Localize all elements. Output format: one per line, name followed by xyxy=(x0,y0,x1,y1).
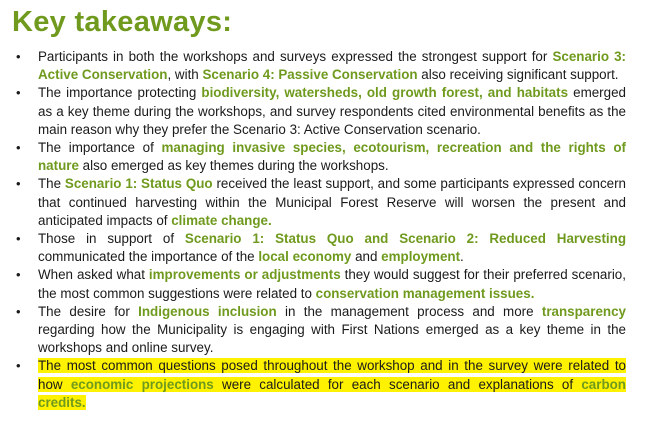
body-text: . xyxy=(460,249,464,265)
body-text: The importance of xyxy=(38,140,162,156)
key-phrase: Scenario 4: Passive Conservation xyxy=(202,67,418,83)
takeaway-text xyxy=(38,231,626,264)
body-text: also emerged as key themes during the workshops. xyxy=(78,158,389,174)
takeaway-item xyxy=(14,303,626,358)
takeaways-list xyxy=(14,48,626,412)
bullet-icon: • xyxy=(16,303,21,319)
key-phrase: improvements or adjustments xyxy=(148,267,341,283)
bullet-icon: • xyxy=(16,176,21,192)
body-text: Participants in both the workshops and surveys expressed the strongest support for xyxy=(38,49,553,64)
takeaway-item xyxy=(14,48,626,84)
body-text: communicated the importance of the xyxy=(38,249,259,265)
body-text: When asked what xyxy=(38,267,149,283)
bullet-icon: • xyxy=(16,358,21,374)
takeaway-item xyxy=(14,175,626,230)
body-text: they would suggest for their preferred scenario, the most common suggestions were related to xyxy=(38,267,626,301)
bullet-icon: • xyxy=(16,85,21,101)
takeaway-item xyxy=(14,84,626,139)
key-phrase: economic projections xyxy=(70,376,214,392)
key-phrase: employment xyxy=(381,249,461,265)
body-text: also receiving significant support. xyxy=(417,67,619,83)
body-text: regarding how the Municipality is engaging with First Nations emerged as a key theme in the workshops and online survey. xyxy=(38,322,626,356)
body-text: The most common questions posed throughout the workshop and in the survey were related to how xyxy=(38,358,626,392)
key-phrase: biodiversity, watersheds, old growth forest, and habitats xyxy=(201,85,569,101)
body-text: were calculated for each scenario and explanations of xyxy=(213,376,582,392)
body-text: The desire for xyxy=(38,303,139,319)
key-phrase: Indigenous inclusion xyxy=(138,303,277,319)
body-text: in the management process and more xyxy=(276,303,542,319)
key-takeaways-heading: Key takeaways: xyxy=(12,6,233,38)
body-text: , with xyxy=(167,67,203,83)
body-text: The xyxy=(38,176,65,192)
key-phrase: Scenario 1: Status Quo and Scenario 2: Reduced Harvesting xyxy=(184,231,627,247)
takeaway-text xyxy=(38,49,626,82)
takeaway-item xyxy=(14,230,626,266)
takeaway-text xyxy=(38,304,626,355)
body-text: received the least support, and some participants expressed concern that continued harvesting within the Municipal Forest Reserve will worsen the present and anticipated impacts of xyxy=(38,176,627,228)
body-text: emerged as a key theme during the workshops, and survey respondents cited environmental benefits as the main reason why they prefer the Scenario 3: Active Conservation scenario. xyxy=(38,85,626,137)
takeaway-text xyxy=(38,85,626,136)
takeaway-text xyxy=(38,176,626,227)
takeaway-item xyxy=(14,357,626,412)
body-text: The importance protecting xyxy=(38,85,202,101)
key-phrase: Scenario 1: Status Quo xyxy=(64,176,213,192)
takeaway-item xyxy=(14,266,626,302)
key-phrase: Scenario 3: Active Conservation xyxy=(38,49,627,83)
bullet-icon: • xyxy=(16,140,21,156)
key-phrase: carbon credits. xyxy=(38,376,626,410)
key-phrase: local economy xyxy=(258,249,352,265)
takeaway-item xyxy=(14,139,626,175)
bullet-icon: • xyxy=(16,49,21,64)
bullet-icon: • xyxy=(16,231,21,247)
key-phrase: climate change. xyxy=(171,212,272,228)
body-text: and xyxy=(351,249,382,265)
key-phrase: managing invasive species, ecotourism, recreation and the rights of nature xyxy=(38,140,626,174)
bullet-icon: • xyxy=(16,267,21,283)
body-text: Those in support of xyxy=(38,231,185,247)
takeaway-text xyxy=(38,267,626,300)
key-phrase: conservation management issues. xyxy=(315,285,535,301)
takeaway-text xyxy=(38,140,626,173)
key-phrase: transparency xyxy=(541,303,626,319)
highlighted-takeaway-text xyxy=(38,358,626,409)
